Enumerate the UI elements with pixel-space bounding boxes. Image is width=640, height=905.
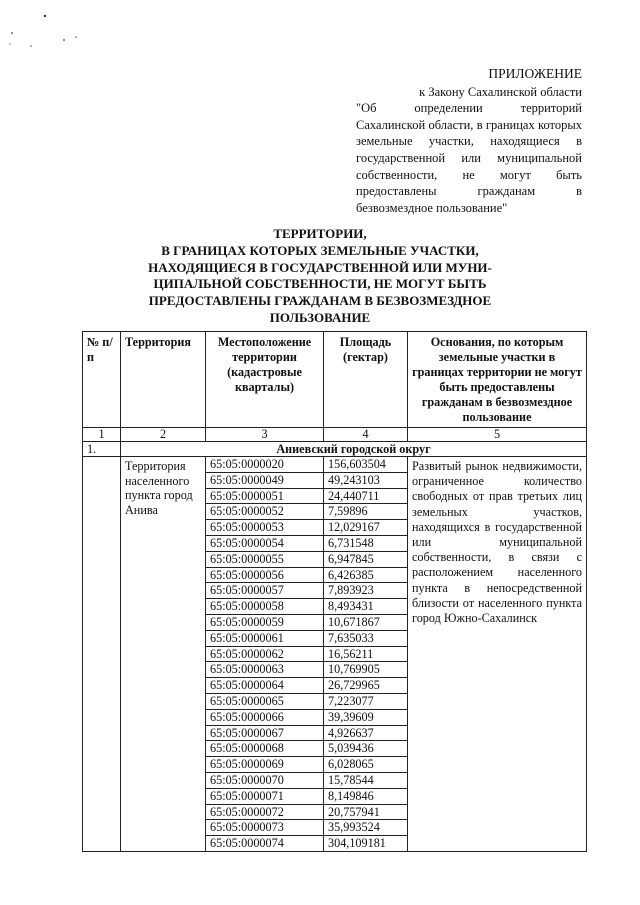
cadastral-quarter: 65:05:0000020 [206,457,324,473]
column-number: 4 [324,428,408,442]
cadastral-quarter: 65:05:0000053 [206,520,324,536]
area-value: 156,603504 [324,457,408,473]
header-grounds: Основания, по которым земельные участки в границах территории не могут быть предоставлены гражданам в безвозмездное пользование [408,332,587,428]
area-value: 6,947845 [324,551,408,567]
title-line-1: ТЕРРИТОРИИ, [273,226,367,241]
group-row [83,442,587,457]
area-value: 7,635033 [324,630,408,646]
area-value: 6,731548 [324,535,408,551]
cadastral-quarter: 65:05:0000065 [206,693,324,709]
area-value: 4,926637 [324,725,408,741]
area-value: 10,769905 [324,662,408,678]
territory-cell: Территория населенного пункта город Анива [121,457,206,852]
cadastral-quarter: 65:05:0000059 [206,614,324,630]
cadastral-quarter: 65:05:0000057 [206,583,324,599]
cadastral-quarter: 65:05:0000064 [206,678,324,694]
column-number-row [83,428,587,442]
area-value: 15,78544 [324,772,408,788]
group-number: 1. [83,442,121,457]
area-value: 24,440711 [324,488,408,504]
title-line-2: В ГРАНИЦАХ КОТОРЫХ ЗЕМЕЛЬНЫЕ УЧАСТКИ, [161,242,479,258]
title-line-5: ПРЕДОСТАВЛЕНЫ ГРАЖДАНАМ В БЕЗВОЗМЕЗДНОЕ [148,293,492,309]
header-area: Площадь (гектар) [324,332,408,428]
cadastral-quarter: 65:05:0000067 [206,725,324,741]
column-number: 1 [83,428,121,442]
group-name: Аниевский городской округ [121,442,587,457]
grounds-cell: Развитый рынок недвижимости, ограниченное количество свободных от прав третьих лиц земельных участков, находящихся в государственной или муниципальной собственности, в связи с расположением населенного пункта в непосредственной близости от населенного пункта город Южно-Сахалинск [408,457,587,852]
column-number: 3 [206,428,324,442]
cadastral-quarter: 65:05:0000061 [206,630,324,646]
header-number: № п/п [83,332,121,428]
header-location: Местоположение территории (кадастровые кварталы) [206,332,324,428]
column-number: 2 [121,428,206,442]
appendix-block [356,66,582,216]
cadastral-quarter: 65:05:0000070 [206,772,324,788]
area-value: 7,893923 [324,583,408,599]
area-value: 49,243103 [324,472,408,488]
area-value: 304,109181 [324,836,408,852]
appendix-law: к Закону Сахалинской области [419,84,582,99]
table-row [83,457,587,473]
header-territory: Территория [121,332,206,428]
cadastral-quarter: 65:05:0000058 [206,599,324,615]
scan-specks [8,8,78,53]
area-value: 39,39609 [324,709,408,725]
cadastral-quarter: 65:05:0000055 [206,551,324,567]
column-number: 5 [408,428,587,442]
area-value: 5,039436 [324,741,408,757]
appendix-law-title: "Об определении территорий Сахалинской области, в границах которых земельные участки, находящиеся в государственной или муниципальной собственности, не могут быть предоставлены гражданам в безвозмездное пользование" [356,101,582,215]
cadastral-quarter: 65:05:0000054 [206,535,324,551]
territories-table [82,331,587,852]
cadastral-quarter: 65:05:0000063 [206,662,324,678]
area-value: 20,757941 [324,804,408,820]
cadastral-quarter: 65:05:0000051 [206,488,324,504]
area-value: 7,59896 [324,504,408,520]
cadastral-quarter: 65:05:0000073 [206,820,324,836]
table-header-row [83,332,587,428]
area-value: 7,223077 [324,693,408,709]
area-value: 10,671867 [324,614,408,630]
area-value: 35,993524 [324,820,408,836]
cadastral-quarter: 65:05:0000049 [206,472,324,488]
cadastral-quarter: 65:05:0000062 [206,646,324,662]
row-number-cell [83,457,121,852]
cadastral-quarter: 65:05:0000072 [206,804,324,820]
appendix-header: ПРИЛОЖЕНИЕ [488,66,582,81]
area-value: 6,426385 [324,567,408,583]
cadastral-quarter: 65:05:0000071 [206,788,324,804]
area-value: 8,149846 [324,788,408,804]
cadastral-quarter: 65:05:0000068 [206,741,324,757]
cadastral-quarter: 65:05:0000074 [206,836,324,852]
title-line-3: НАХОДЯЩИЕСЯ В ГОСУДАРСТВЕННОЙ ИЛИ МУНИ- [148,259,492,275]
cadastral-quarter: 65:05:0000052 [206,504,324,520]
cadastral-quarter: 65:05:0000056 [206,567,324,583]
area-value: 8,493431 [324,599,408,615]
cadastral-quarter: 65:05:0000069 [206,757,324,773]
area-value: 26,729965 [324,678,408,694]
area-value: 12,029167 [324,520,408,536]
cadastral-quarter: 65:05:0000066 [206,709,324,725]
area-value: 16,56211 [324,646,408,662]
title-line-6: ПОЛЬЗОВАНИЕ [269,309,371,325]
document-title [110,226,530,327]
title-line-4: ЦИПАЛЬНОЙ СОБСТВЕННОСТИ, НЕ МОГУТ БЫТЬ [153,276,487,292]
area-value: 6,028065 [324,757,408,773]
